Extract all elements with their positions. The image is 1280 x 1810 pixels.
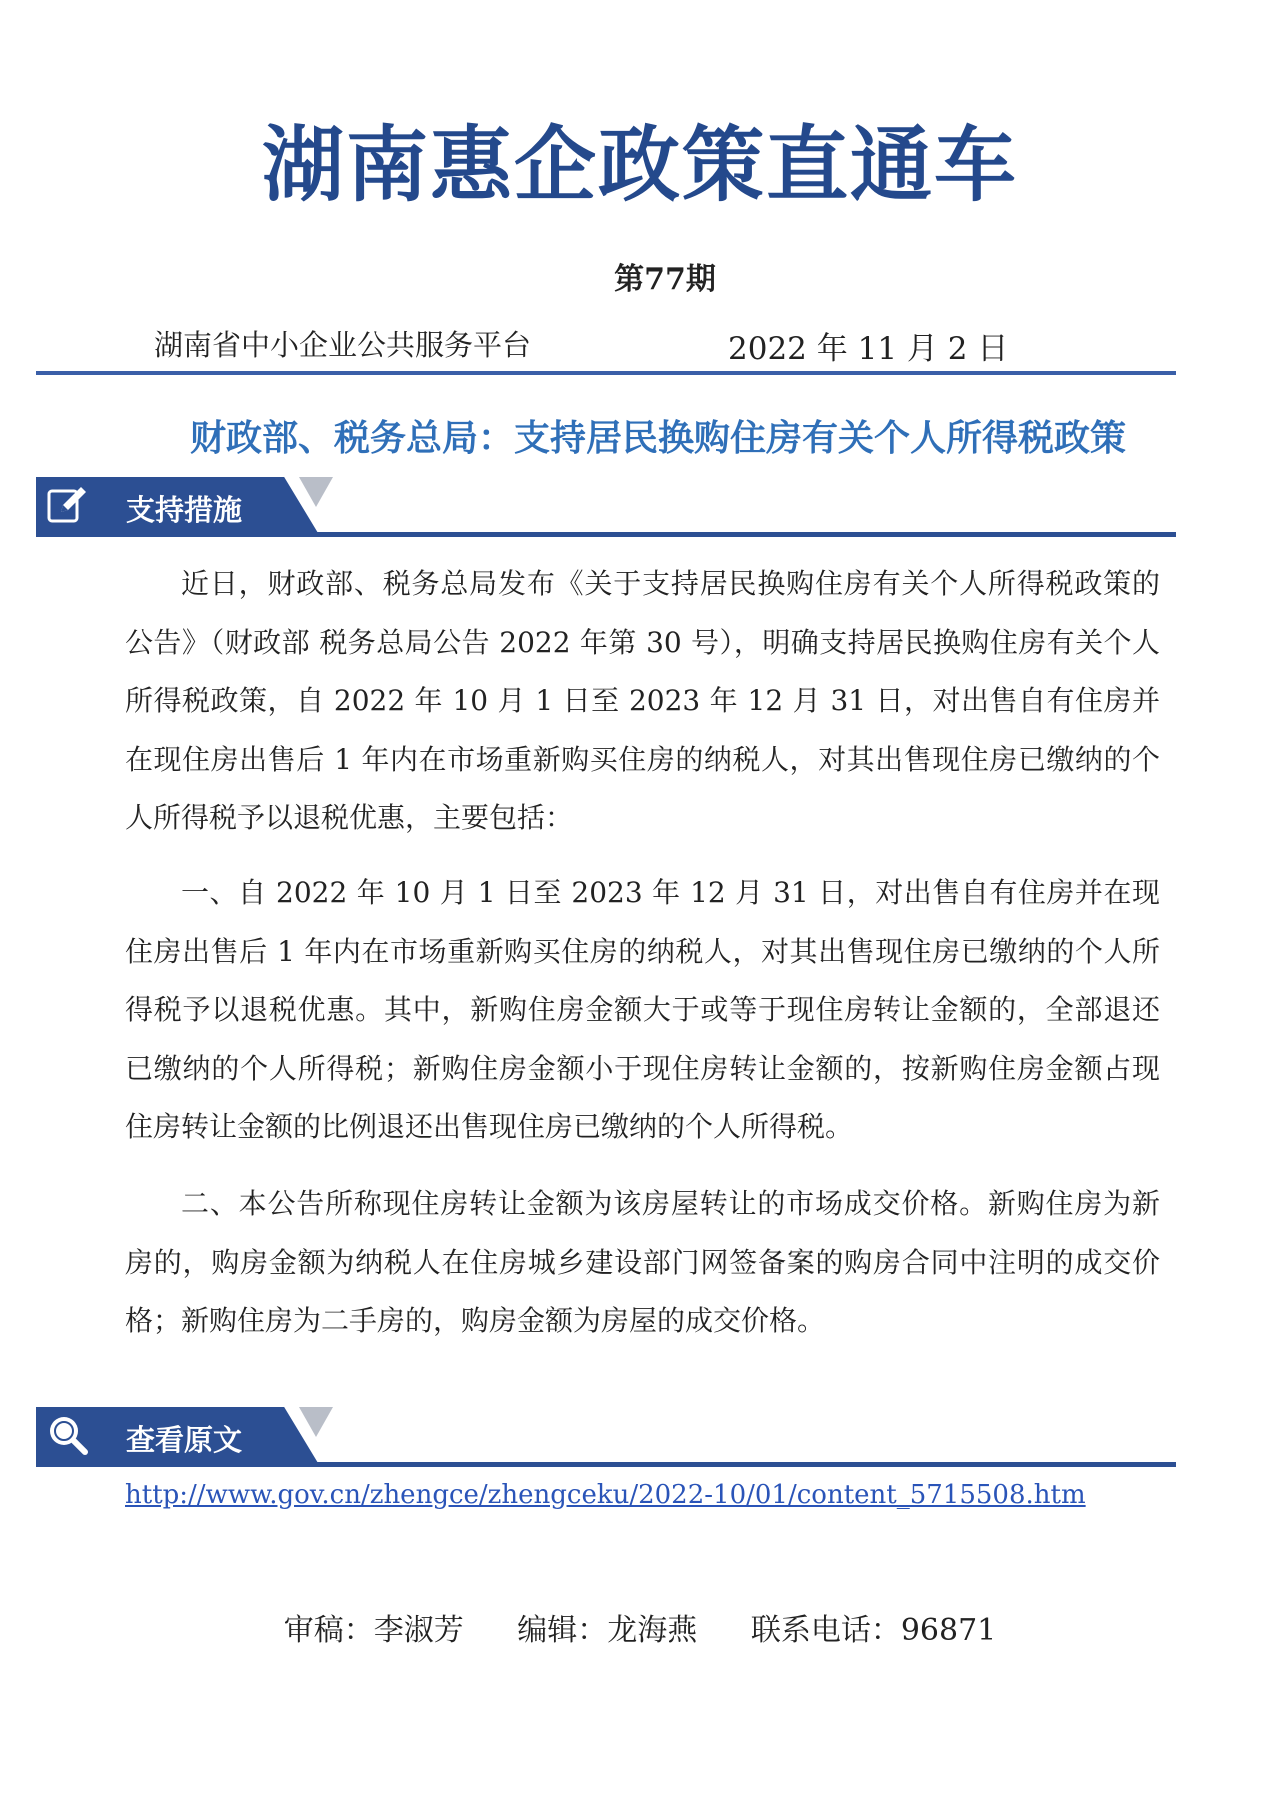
footer-phone: 联系电话：96871 (750, 1613, 997, 1648)
issue-number: 第77期 (614, 262, 716, 297)
paragraph-item-2: 二、本公告所称现住房转让金额为该房屋转让的市场成交价格。新购住房为新房的，购房金额为纳税人在住房城乡建设部门网签备案的购房合同中注明的成交价格；新购住房为二手房的，购房金额为房屋的成交价格。 (125, 1187, 1160, 1337)
publisher-name: 湖南省中小企业公共服务平台 (154, 328, 532, 362)
paragraph-item-1: 一、自 2022 年 10 月 1 日至 2023 年 12 月 31 日，对出售自有住房并在现住房出售后 1 年内在市场重新购买住房的纳税人，对其出售现住房已缴纳的个人所得税予以退税优惠。其中，新购住房金额大于或等于现住房转让金额的，全部退还已缴纳的个人所得税；新购住房金额小于现住房转让金额的，按新购住房金额占现住房转让金额的比例退还出售现住房已缴纳的个人所得税。 (125, 876, 1160, 1143)
section-label-measures: 支持措施 (126, 493, 243, 527)
paragraph-intro: 近日，财政部、税务总局发布《关于支持居民换购住房有关个人所得税政策的公告》（财政部 税务总局公告 2022 年第 30 号），明确支持居民换购住房有关个人所得税政策，自 2022 年 10 月 1 日至 2023 年 12 月 31 日，对出售自有住房并在现住房出售后 1 年内在市场重新购买住房的纳税人，对其出售现住房已缴纳的个人所得税予以退税优惠，主要包括： (125, 567, 1160, 834)
header-divider (36, 371, 1176, 375)
footer-editor: 编辑：龙海燕 (517, 1613, 698, 1648)
magnifier-icon (45, 1412, 89, 1456)
section-label-original: 查看原文 (126, 1423, 243, 1457)
section-tab-triangle (299, 477, 333, 507)
section-tab-triangle (299, 1407, 333, 1437)
publish-date: 2022 年 11 月 2 日 (728, 331, 1009, 367)
footer-credits (0, 1605, 1280, 1649)
footer-reviewer: 审稿：李淑芳 (283, 1613, 464, 1648)
source-link[interactable]: http://www.gov.cn/zhengce/zhengceku/2022-10/01/content_5715508.htm (125, 1480, 1086, 1510)
section-bar-original (36, 1407, 1176, 1467)
masthead-title: 湖南惠企政策直通车 (261, 118, 1018, 213)
section-bar-measures (36, 477, 1176, 537)
article-headline: 财政部、税务总局：支持居民换购住房有关个人所得税政策 (189, 418, 1126, 459)
edit-note-icon (45, 482, 89, 526)
